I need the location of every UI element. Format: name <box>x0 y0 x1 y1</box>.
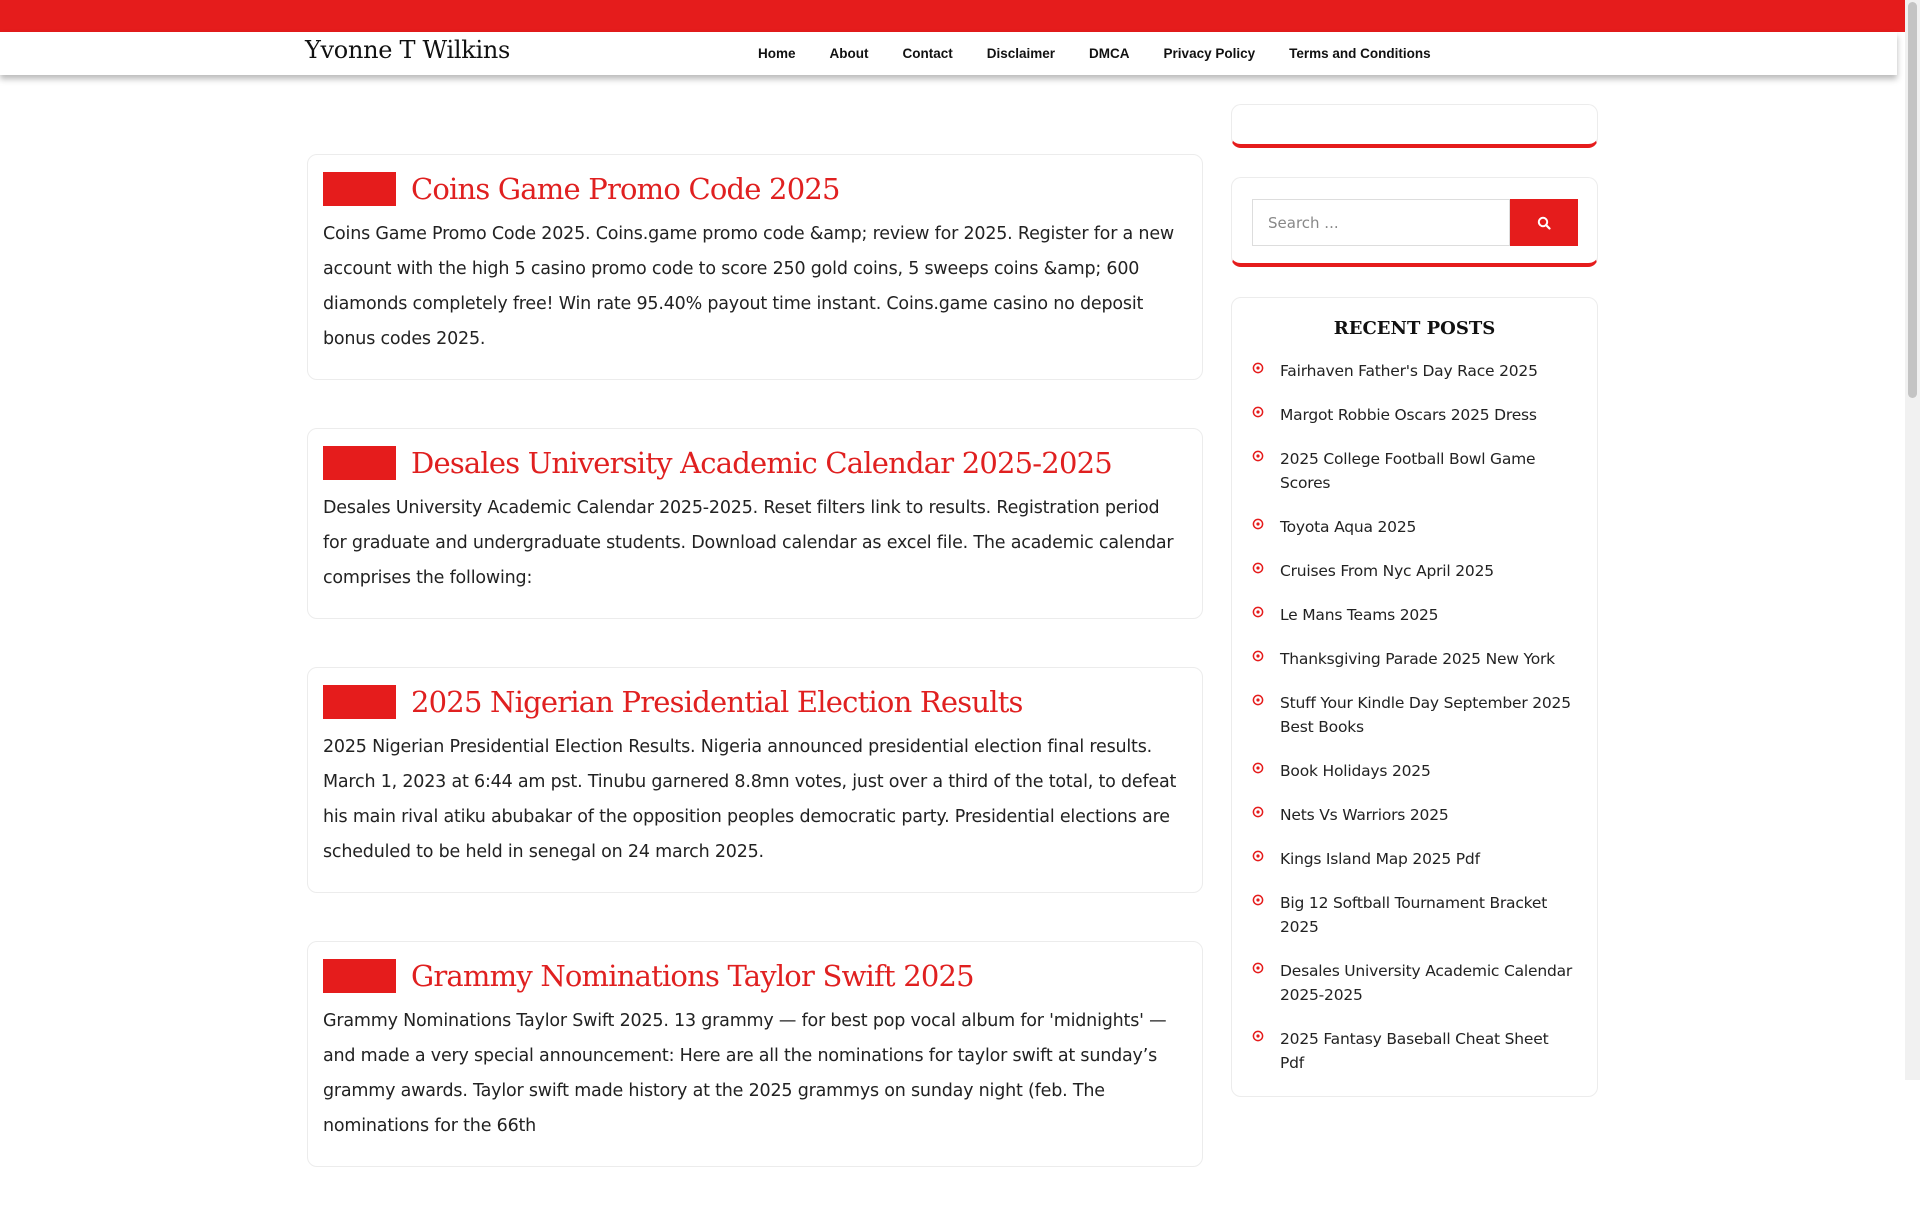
page-scrollbar[interactable] <box>1905 0 1920 1080</box>
post-title[interactable]: 2025 Nigerian Presidential Election Results <box>411 685 1023 719</box>
recent-post-link[interactable]: Thanksgiving Parade 2025 New York <box>1280 650 1555 668</box>
list-item <box>1252 403 1577 427</box>
target-bullet-icon <box>1252 694 1264 706</box>
site-title[interactable]: Yvonne T Wilkins <box>305 36 511 64</box>
post-excerpt: 2025 Nigerian Presidential Election Results. Nigeria announced presidential election final results. March 1, 2023 at 6:44 am pst. Tinubu garnered 8.8mn votes, just over a third of the total, to defeat his main rival atiku abubakar of the opposition peoples democratic party. Presidential elections are scheduled to be held in senegal on 24 march 2025. <box>323 737 1177 862</box>
recent-post-link[interactable]: Le Mans Teams 2025 <box>1280 606 1439 624</box>
post-title[interactable]: Coins Game Promo Code 2025 <box>411 172 840 206</box>
recent-post-link[interactable]: Stuff Your Kindle Day September 2025 Best Books <box>1280 694 1571 736</box>
nav-home[interactable]: Home <box>758 46 796 61</box>
recent-post-link[interactable]: Margot Robbie Oscars 2025 Dress <box>1280 406 1537 424</box>
recent-post-link[interactable]: Kings Island Map 2025 Pdf <box>1280 850 1480 868</box>
target-bullet-icon <box>1252 762 1264 774</box>
list-item <box>1252 603 1577 627</box>
category-tag[interactable] <box>323 446 396 480</box>
post-excerpt: Coins Game Promo Code 2025. Coins.game promo code &amp; review for 2025. Register for a new account with the high 5 casino promo code to score 250 gold coins, 5 sweeps coins &amp; 600 diamonds completely free! Win rate 95.40% payout time instant. Coins.game casino no deposit bonus codes 2025. <box>323 224 1175 349</box>
recent-post-link[interactable]: Fairhaven Father's Day Race 2025 <box>1280 362 1538 380</box>
recent-post-link[interactable]: 2025 College Football Bowl Game Scores <box>1280 450 1536 492</box>
post-card <box>307 941 1203 1167</box>
list-item <box>1252 759 1577 783</box>
post-card <box>307 154 1203 380</box>
target-bullet-icon <box>1252 406 1264 418</box>
post-excerpt: Desales University Academic Calendar 2025-2025. Reset filters link to results. Registration period for graduate and undergraduate students. Download calendar as excel file. The academic calendar comprises the following: <box>323 498 1174 588</box>
nav-privacy-policy[interactable]: Privacy Policy <box>1163 46 1256 61</box>
search-icon <box>1537 216 1551 230</box>
target-bullet-icon <box>1252 606 1264 618</box>
list-item <box>1252 891 1577 939</box>
nav-about[interactable]: About <box>829 46 869 61</box>
nav-contact[interactable]: Contact <box>902 46 953 61</box>
category-tag[interactable] <box>323 685 396 719</box>
recent-post-link[interactable]: Toyota Aqua 2025 <box>1280 518 1417 536</box>
recent-post-link[interactable]: 2025 Fantasy Baseball Cheat Sheet Pdf <box>1280 1030 1549 1072</box>
main-nav <box>758 32 1465 75</box>
category-tag[interactable] <box>323 959 396 993</box>
list-item <box>1252 515 1577 539</box>
search-button[interactable] <box>1510 199 1578 246</box>
recent-posts-list <box>1232 359 1597 1075</box>
search-widget <box>1231 177 1598 267</box>
post-title[interactable]: Desales University Academic Calendar 2025-2025 <box>411 446 1112 480</box>
list-item <box>1252 691 1577 739</box>
post-card <box>307 667 1203 893</box>
post-card <box>307 428 1203 619</box>
list-item <box>1252 447 1577 495</box>
list-item <box>1252 647 1577 671</box>
recent-post-link[interactable]: Cruises From Nyc April 2025 <box>1280 562 1494 580</box>
target-bullet-icon <box>1252 562 1264 574</box>
nav-disclaimer[interactable]: Disclaimer <box>986 46 1056 61</box>
list-item <box>1252 847 1577 871</box>
list-item <box>1252 959 1577 1007</box>
recent-post-link[interactable]: Big 12 Softball Tournament Bracket 2025 <box>1280 894 1548 936</box>
category-tag[interactable] <box>323 172 396 206</box>
target-bullet-icon <box>1252 650 1264 662</box>
widget-title: RECENT POSTS <box>1333 318 1496 339</box>
empty-widget <box>1231 104 1598 148</box>
list-item <box>1252 559 1577 583</box>
recent-post-link[interactable]: Book Holidays 2025 <box>1280 762 1431 780</box>
target-bullet-icon <box>1252 1030 1264 1042</box>
target-bullet-icon <box>1252 850 1264 862</box>
target-bullet-icon <box>1252 518 1264 530</box>
post-title[interactable]: Grammy Nominations Taylor Swift 2025 <box>411 959 974 993</box>
post-excerpt: Grammy Nominations Taylor Swift 2025. 13 grammy — for best pop vocal album for 'midnights' — and made a very special announcement: Here are all the nominations for taylor swift at sunday’s grammy awards. Taylor swift made history at the 2025 grammys on sunday night (feb. The nominations for the 66th <box>323 1011 1167 1136</box>
nav-terms[interactable]: Terms and Conditions <box>1289 46 1431 61</box>
list-item <box>1252 803 1577 827</box>
scrollbar-thumb[interactable] <box>1908 2 1917 398</box>
site-header <box>0 32 1897 75</box>
target-bullet-icon <box>1252 806 1264 818</box>
target-bullet-icon <box>1252 450 1264 462</box>
recent-post-link[interactable]: Desales University Academic Calendar 2025-2025 <box>1280 962 1573 1004</box>
search-input[interactable] <box>1252 199 1510 246</box>
target-bullet-icon <box>1252 894 1264 906</box>
list-item <box>1252 359 1577 383</box>
target-bullet-icon <box>1252 962 1264 974</box>
recent-posts-widget <box>1231 297 1598 1097</box>
target-bullet-icon <box>1252 362 1264 374</box>
post-list <box>307 154 1203 1215</box>
list-item <box>1252 1027 1577 1075</box>
top-accent-bar <box>0 0 1905 32</box>
nav-dmca[interactable]: DMCA <box>1089 46 1130 61</box>
recent-post-link[interactable]: Nets Vs Warriors 2025 <box>1280 806 1449 824</box>
